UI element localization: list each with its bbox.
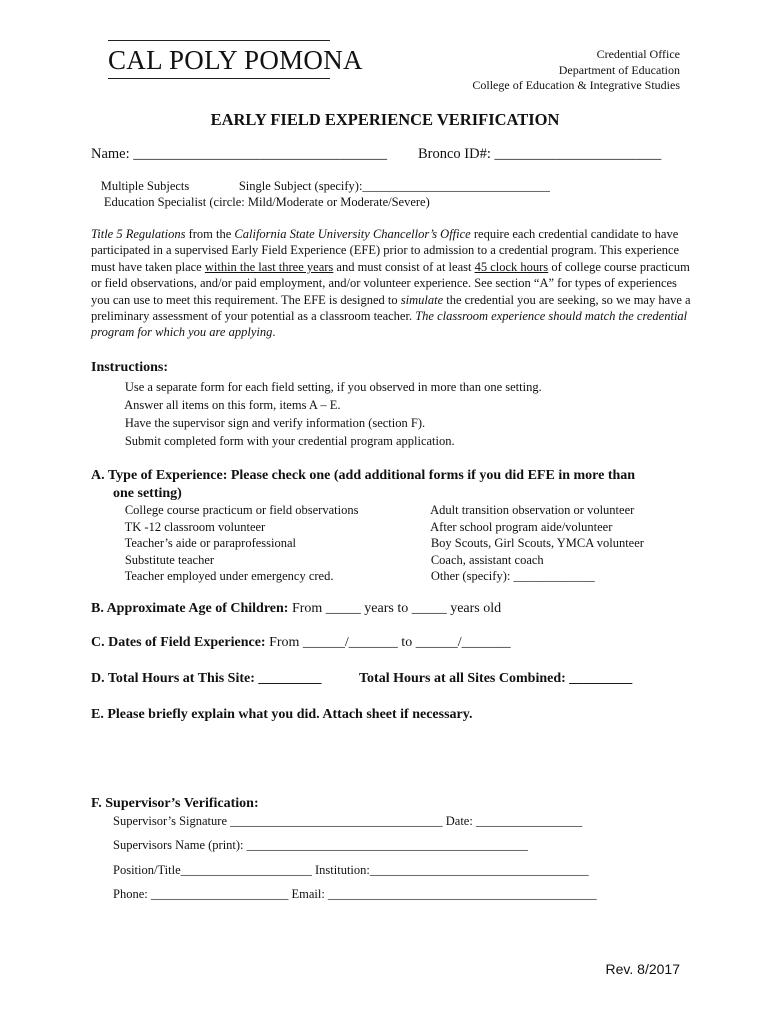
office-line-college: College of Education & Integrative Studies <box>472 78 680 92</box>
three-years-emphasis: within the last three years <box>204 259 334 274</box>
intro-text: the credential you are seeking, so we may have a preliminary assessment of your potential as a classroom teacher. <box>91 292 691 324</box>
position-institution-field[interactable]: Position/Title_____________________ Institution:___________________________________ <box>113 863 589 877</box>
instruction-item:   Answer all items on this form, items A – E. <box>112 398 341 412</box>
bronco-id-field[interactable]: Bronco ID#: _______________________ <box>418 146 662 162</box>
supervisor-name-field[interactable]: Supervisors Name (print): _____________________________________________ <box>113 838 528 852</box>
substitute-teacher-checkbox[interactable]:   Substitute teacher <box>112 552 215 567</box>
instruction-item:   Use a separate form for each field setting, if you observed in more than one setting. <box>112 380 542 394</box>
intro-text: require each credential candidate to have participated in a supervised Early Field Experience (EFE) prior to admission to a credential program. This experience must have taken place <box>91 227 680 274</box>
section-b <box>91 601 501 617</box>
section-a-left-options <box>112 502 358 585</box>
page-title: EARLY FIELD EXPERIENCE VERIFICATION <box>210 110 560 129</box>
section-c-label: C. Dates of Field Experience: <box>91 635 266 650</box>
teachers-aide-checkbox[interactable]:   Teacher’s aide or paraprofessional <box>112 536 297 551</box>
intro-text: of college course practicum or field observations, and/or paid employment, and/or volunteer experience. See section “A” for types of experiences you can use to meet this requirement. The EFE is designed to <box>91 259 690 307</box>
office-line-credential: Credential Office <box>596 47 680 61</box>
education-specialist-checkbox[interactable]:   Education Specialist (circle: Mild/Moderate or Moderate/Severe) <box>91 195 430 209</box>
single-subject-checkbox[interactable]:   Single Subject (specify):______________________________ <box>226 179 550 193</box>
age-range-field[interactable]: From _____ years to _____ years old <box>288 601 502 616</box>
instructions-heading: Instructions: <box>91 360 169 375</box>
title5-ref: Title 5 Regulations <box>91 227 186 241</box>
section-a-heading: A. Type of Experience: Please check one (add additional forms if you did EFE in more than <box>91 468 636 483</box>
section-e-heading: E. Please briefly explain what you did. Attach sheet if necessary. <box>91 707 473 722</box>
classroom-match-note: The classroom experience should match the credential program for which you are applying <box>91 309 688 340</box>
other-specify-checkbox[interactable]:   Other (specify): _____________ <box>418 569 595 584</box>
section-f-heading: F. Supervisor’s Verification: <box>91 796 259 811</box>
supervisor-signature-field[interactable]: Supervisor’s Signature __________________________________ Date: _________________ <box>113 814 583 828</box>
total-hours-site-field[interactable]: D. Total Hours at This Site: _________ <box>91 671 322 686</box>
after-school-checkbox[interactable]:   After school program aide/volunteer <box>418 519 613 534</box>
intro-text: and must consist of at least <box>333 259 475 274</box>
office-address-block <box>472 47 680 94</box>
section-b-label: B. Approximate Age of Children: <box>91 601 289 616</box>
logo-top-rule <box>108 40 330 41</box>
multiple-subjects-checkbox[interactable]:  Multiple Subjects <box>91 179 190 193</box>
revision-label: Rev. 8/2017 <box>605 961 680 977</box>
section-a-heading-cont: one setting) <box>113 486 182 501</box>
scouts-ymca-checkbox[interactable]:   Boy Scouts, Girl Scouts, YMCA volunteer <box>418 536 644 551</box>
simulate-emphasis: simulate <box>400 292 444 307</box>
instruction-item:   Have the supervisor sign and verify information (section F). <box>112 416 426 430</box>
section-a-right-options <box>418 502 644 585</box>
logo-bottom-rule <box>108 78 330 79</box>
cal-poly-pomona-logo <box>108 40 363 79</box>
adult-transition-checkbox[interactable]:   Adult transition observation or volunteer <box>418 503 635 517</box>
section-c <box>91 635 511 651</box>
intro-text: from the <box>185 227 235 241</box>
office-line-department: Department of Education <box>558 62 680 77</box>
emergency-cred-checkbox[interactable]:   Teacher employed under emergency cred. <box>112 569 334 584</box>
tk12-volunteer-checkbox[interactable]:   TK -12 classroom volunteer <box>112 519 266 534</box>
phone-email-field[interactable]: Phone: ______________________ Email: ___________________________________________ <box>113 887 597 901</box>
total-hours-combined-field[interactable]: Total Hours at all Sites Combined: _________ <box>359 671 633 686</box>
clock-hours-emphasis: 45 clock hours <box>474 259 549 274</box>
intro-paragraph <box>91 226 691 341</box>
name-field[interactable]: Name: ___________________________________ <box>91 146 388 162</box>
logo-text: CAL POLY POMONA <box>108 45 363 75</box>
instruction-item:   Submit completed form with your credential program application. <box>112 434 455 448</box>
chancellor-ref: California State University Chancellor’s Office <box>234 227 471 241</box>
instructions-list <box>112 378 542 450</box>
intro-text: . <box>272 325 276 340</box>
dates-field[interactable]: From ______/_______ to ______/_______ <box>265 635 511 650</box>
college-practicum-checkbox[interactable]:   College course practicum or field observations <box>112 503 359 517</box>
coach-checkbox[interactable]:   Coach, assistant coach <box>418 552 544 567</box>
